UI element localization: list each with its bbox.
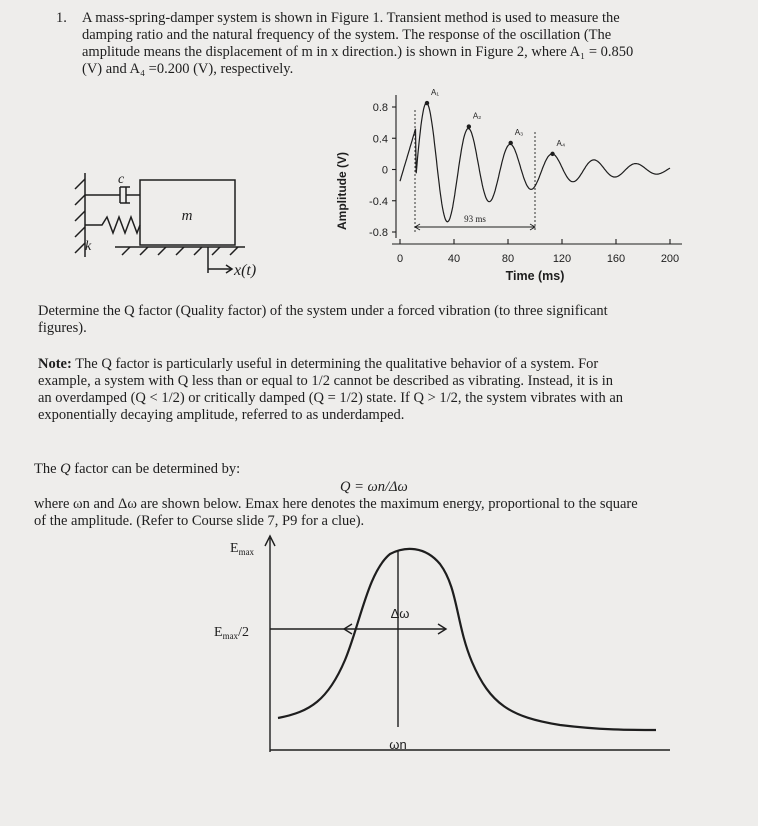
peak-label: A₃ [514,127,524,137]
problem-line-4: (V) and A₄ =0.200 (V), respectively. [82,61,294,77]
x-tick-label: 200 [660,253,680,265]
wall-hatch [75,179,85,253]
peak-label: A₂ [472,111,482,121]
where-line-1: where ωn and Δω are shown below. Emax here denotes the maximum energy, proportional to the square [34,496,638,512]
peak-marker [467,124,471,128]
peak-label: A₁ [431,88,440,98]
note-line-1: Note: The Q factor is particularly useful in determining the qualitative behavior of a system. For [38,356,599,372]
note-line-3: an overdamped (Q < 1/2) or critically damped (Q = 1/2) state. If Q > 1/2, the system vibrates with an [38,390,624,406]
x-tick-label: 160 [606,253,626,265]
figure3-resonance-curve [200,532,680,762]
problem-line-3: amplitude means the displacement of m in x direction.) is shown in Figure 2, where A₁ = 0.850 [82,44,634,60]
ground-hatch [122,247,238,255]
response-curve [400,103,670,222]
spring-label: k [85,239,92,254]
figure2-chart [330,82,690,282]
delta-omega-label: Δω [390,606,410,621]
y-tick-label: 0.4 [372,133,388,146]
note-line-2: example, a system with Q less than or equal to 1/2 cannot be described as vibrating. Instead, it is in [38,373,614,389]
spring-symbol [85,217,140,233]
displacement-label: x(t) [234,262,257,279]
note-label: Note: [38,356,72,372]
question-line-2: figures). [38,320,87,336]
peak-marker [509,141,513,145]
damper-symbol [85,187,140,203]
note-line-4: exponentially decaying amplitude, referred to as underdamped. [38,407,405,423]
figure1-diagram [60,165,360,285]
half-power-label: $E_{max}/2$ [214,625,249,641]
y-tick-label: -0.8 [369,227,388,239]
omega-n-label: ωn [389,737,407,752]
x-axis-label: Time (ms) [505,269,565,283]
x-tick-label: 80 [501,253,515,265]
damper-label: c [118,172,125,187]
problem-line-1: A mass-spring-damper system is shown in Figure 1. Transient method is used to measure the [82,10,620,26]
peak-label: A₄ [556,138,566,148]
qfactor-formula: Q = ωn/Δω [340,479,408,495]
problem-number: 1. [56,10,67,26]
resonance-curve [278,549,656,730]
y-axis-label: Amplitude (V) [335,152,349,230]
peak-marker [550,152,554,156]
mass-label: m [181,208,193,224]
qfactor-intro: The Q factor can be determined by: [34,461,241,477]
question-line-1: Determine the Q factor (Quality factor) of the system under a forced vibration (to three significant [38,303,608,319]
emax-label: $E_{max}$ [230,541,255,557]
period-label: 93 ms [464,214,486,224]
peak-marker [425,101,429,105]
y-tick-label: -0.4 [369,195,388,208]
x-tick-label: 0 [396,253,404,265]
x-tick-label: 40 [447,253,461,265]
x-tick-label: 120 [552,253,572,265]
problem-line-2: damping ratio and the natural frequency of the system. The response of the oscillation (The [82,27,612,43]
y-tick-label: 0.8 [372,102,388,114]
where-line-2: of the amplitude. (Refer to Course slide 7, P9 for a clue). [34,513,365,529]
y-tick-label: 0 [381,164,388,177]
